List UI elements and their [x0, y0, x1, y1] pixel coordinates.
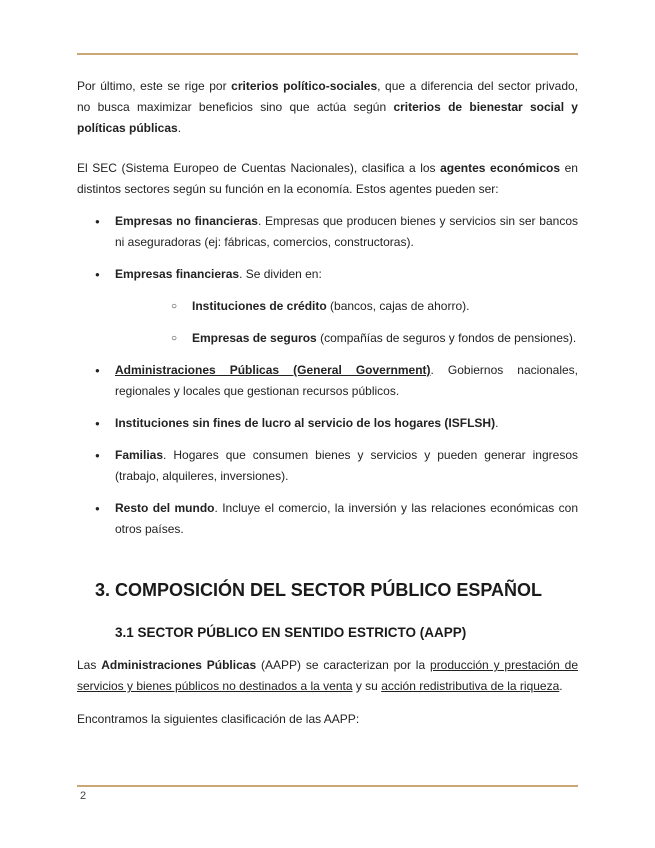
intro-text-2: , que a diferencia del sector privado, no busca maximizar beneficios sino que actúa según: [77, 79, 579, 114]
list-item-text: . Gobiernos nacionales, regionales y locales que gestionan recursos públicos.: [115, 363, 578, 398]
aapp-text-1: Las: [77, 658, 102, 672]
header-rule: [77, 53, 578, 55]
list-item-bold: Administraciones Públicas (General Government): [115, 363, 431, 377]
page-number: 2: [80, 790, 87, 802]
aapp-paragraph: [77, 655, 578, 697]
sub-list-item-bold: Instituciones de crédito: [192, 299, 327, 313]
sec-paragraph: [77, 158, 578, 200]
list-item-text: . Empresas que producen bienes y servicios sin ser bancos ni aseguradoras (ej: fábricas, comercios, constructoras).: [115, 214, 578, 249]
aapp-text-2: (AAPP) se caracterizan por la: [256, 658, 431, 672]
list-item-text: .: [495, 416, 499, 430]
list-item-bold: Empresas financieras: [115, 267, 240, 281]
sec-bold-1: agentes económicos: [440, 161, 561, 175]
list-item-empresas-financieras: [77, 264, 578, 349]
list-item-text: . Se dividen en:: [239, 267, 322, 281]
sub-list-item-seguros: [115, 328, 578, 349]
list-item-text: . Hogares que consumen bienes y servicios y pueden generar ingresos (trabajo, alquileres, inversiones).: [115, 448, 578, 483]
sec-text-2: en distintos sectores según su función en la economía. Estos agentes pueden ser:: [77, 161, 578, 196]
aapp-text-4: .: [559, 679, 563, 693]
aapp-underline-1: producción y prestación de servicios y bienes públicos no destinados a la venta: [77, 658, 579, 693]
subsection-heading: 3.1 SECTOR PÚBLICO EN SENTIDO ESTRICTO (AAPP): [115, 625, 467, 640]
sub-list: [115, 296, 578, 349]
sub-list-item-bold: Empresas de seguros: [192, 331, 317, 345]
list-item-isflsh: [77, 413, 578, 434]
list-item-resto-del-mundo: [77, 498, 578, 540]
classification-paragraph: Encontramos la siguientes clasificación de las AAPP:: [77, 712, 360, 726]
aapp-underline-2: acción redistributiva de la riqueza: [381, 679, 560, 693]
list-item-bold: Instituciones sin fines de lucro al servicio de los hogares (ISFLSH): [115, 416, 496, 430]
aapp-bold-1: Administraciones Públicas: [101, 658, 257, 672]
intro-paragraph: [77, 76, 578, 139]
intro-bold-2: criterios de bienestar social y políticas públicas: [77, 100, 578, 135]
list-item-bold: Empresas no financieras: [115, 214, 258, 228]
sec-text-1: El SEC (Sistema Europeo de Cuentas Nacionales), clasifica a los: [77, 161, 441, 175]
sub-list-item-text: (bancos, cajas de ahorro).: [326, 299, 470, 313]
list-item-administraciones-publicas: [77, 360, 578, 402]
intro-bold-1: criterios político-sociales: [231, 79, 378, 93]
footer-rule: [77, 785, 578, 787]
list-item-familias: [77, 445, 578, 487]
list-item-text: . Incluye el comercio, la inversión y las relaciones económicas con otros países.: [115, 501, 579, 536]
intro-text-3: .: [177, 121, 182, 135]
section-heading: 3. COMPOSICIÓN DEL SECTOR PÚBLICO ESPAÑOL: [95, 580, 543, 600]
aapp-text-3: y su: [352, 679, 382, 693]
list-item-bold: Resto del mundo: [115, 501, 215, 515]
intro-text-1: Por último, este se rige por: [77, 79, 232, 93]
sub-list-item-credito: [115, 296, 578, 317]
page-content: [77, 76, 578, 730]
agents-list: [77, 211, 578, 540]
list-item-bold: Familias: [115, 448, 164, 462]
sub-list-item-text: (compañías de seguros y fondos de pensiones).: [316, 331, 577, 345]
list-item-empresas-no-financieras: [77, 211, 578, 253]
